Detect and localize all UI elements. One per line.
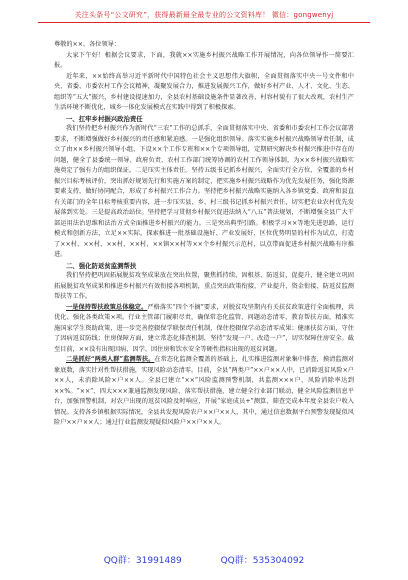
top-banner: 关注头条号“公文研究”，获得最新最全最专业的公文资料库！ 微信：gongwenyj [74,11,334,19]
qq-group-2: QQ群：535304092 [220,556,305,566]
qq-group-1: QQ群：31991489 [103,556,182,566]
header-divider [38,22,370,23]
two-groups-text: 在常态化监测全覆盖的基础上，扎实推进监测对象集中排查，摸清监测对象底数，落实针对性帮扶措施，实现风险动态清零。目前，全县“两类户”××户××人中，已消除返贫风险×户××人，未消除风险×户××人。全县已建立“××”风险监测预警机制，共监测×××户，风险消除率达到××%。“××”、四大×××兼通监测发现风险、落实帮扶措施，建立健全行业部门联动，健全风险监测信息平台，加强预警机制，对农户出现的返贫风险及时响应，开展“家庭成员+”测算，筛查完成本年度全县农户收入情况。支持各乡镇根据实际情况，全县共发现风险农户××户××人，其中，通过信息数据平台预警发现疑似风险户××户××人；通过行业监测发现疑似风险户××户××人。 [54,356,354,426]
section-heading-1: 一、扛牢乡村振兴政治责任 [66,114,143,123]
paragraph-responsibility: 我们坚持把乡村振兴作为新时代“三农”工作的总抓手，全面贯彻落实中央、省委和市委农村工作会议部署要求，不断增强做好乡村振兴的责任感和紧迫感。一是强化组织领导。落实实施乡村振兴战略领导责任制，成立了由××乡村振兴领导小组，下设××个工作专班和××个专项领导组，定期研究解决乡村振兴推进中存在的问题，健全了县委统一领导、政府负责、农村工作部门统筹协调的农村工作领导体制，为××乡村振兴战略实施奠定了强有力的组织保证。二是压实主体责任。坚持五级书记抓乡村振兴，全面实行全方位、全覆盖的乡村振兴目标考核评价，突出抓好规划先行和实施方案的制定，把实施乡村振兴战略作为优先发展任务，强化资源要素支持，做好协同配合，形成了乡村振兴工作合力。坚持把乡村振兴战略实施纳入各乡镇党委、政府和县直有关部门的全年目标考核重要内容，进一步压实县、乡、村三级书记抓乡村振兴责任，切实把农业农村优先发展落到实处。三是提高政治站位。坚持把学习贯彻乡村振兴促进法纳入“八五”普法规划，不断增强全县广大干部运用法治思维和法治方式全面推进乡村振兴的能力。三是突出典型引路。积极学习××等地先进思路、运行模式和创新方法，立足××实际，探索推进一批基础设施好、产业发展好、区位优势明显的村作为试点，打造了××村、××村、××村、××村、××镇××村等××个乡村振兴示范村，以点带面促进乡村振兴战略有序推进。 [54,125,354,258]
paragraph-monitoring-intro: 我们坚持把巩固拓展脱贫攻坚成果放在突出位置，聚焦抓持续、固根基、防返贫、促提升，健全建立巩固拓展脱贫攻坚成果和推进乡村振兴有效衔接各项机制，重点突出政策衔接、产业提升、资金衔接、防返贫监测帮扶等工作。 [54,272,354,300]
salutation: 尊敬的××、各位领导： [54,41,121,48]
section-heading-2: 二、强化防返贫监测帮扶 [66,261,137,270]
paragraph-policy [54,303,354,356]
policy-text: 严格落实“四个不摘”要求，对脱贫攻坚期内有关扶贫政策进行全面梳理，共优化、强化各类政策×项。行业主管部门履职尽责，确保常态化监管、问题动态清零，教育帮扶方面，精准实施国家学生资助政策，进一步完善控辍保学联保责任机制，保住控辍保学动态清零成果；健康扶贫方面，守住了因病返贫防线；住房保障方面，建立常态化排查机制，坚持“发现一户、改造一户”，切实保障住房安全。截至目前，××没有出现因病、因学、因住房和饮水安全等硬性指标出现的返贫问题。 [54,303,354,353]
paragraph-intro: 大家下午好！根据会议要求，下面，我就××实施乡村振兴战略工作开展情况，向各位领导作一简要汇报。 [54,51,354,69]
footer-contact [0,553,408,566]
policy-lead: 一是保持帮扶政策总体稳定。 [66,303,148,311]
paragraph-overview: 近年来，××始终高举习近平新时代中国特色社会主义思想伟大旗帜，全面贯彻落实中央一号文件和中央、省委、市委农村工作会议精神，凝聚发展合力，推进发展振兴工作，做好乡村产业、人才、文化、生态、组织等“五大”振兴，乡村建设提速加力，全县农村基础设施条件显著改善，村容村貌有了很大改观，农村生产生活环境不断优化，城乡一体化发展模式在实践中得到了积极探索。 [54,72,354,111]
document-body [54,40,354,520]
two-groups-lead: 二是抓好“两类人群”监测帮扶。 [66,356,155,363]
paragraph-two-groups [54,355,354,429]
